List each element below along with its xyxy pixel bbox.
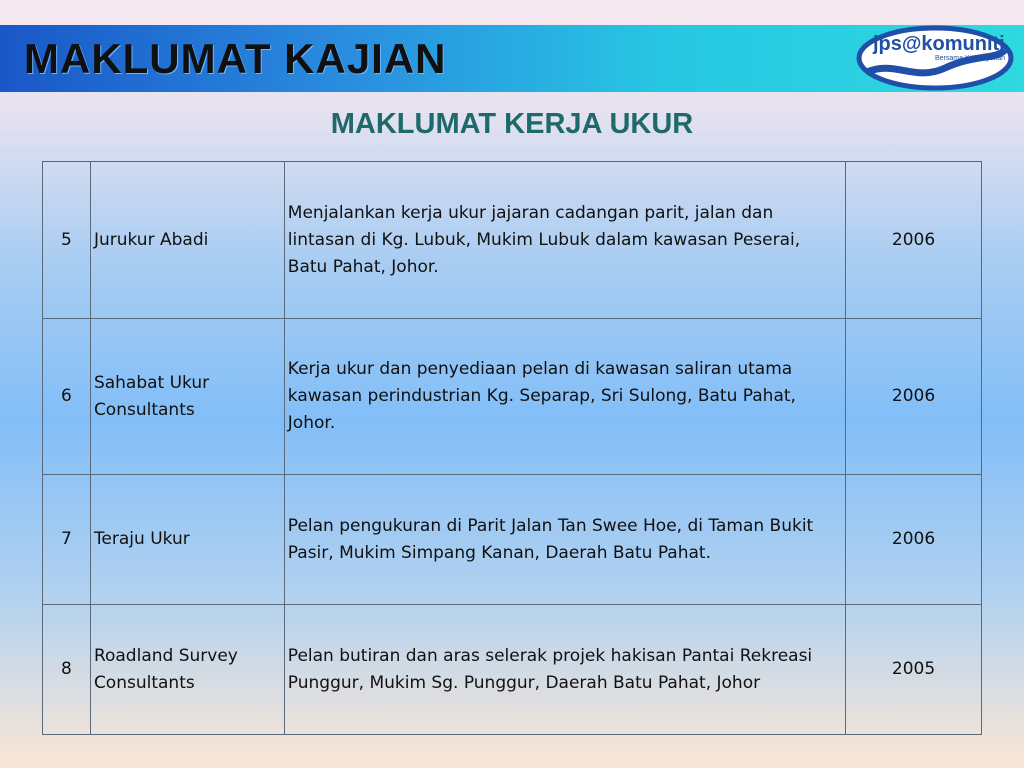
- firm-name: Jurukur Abadi: [90, 162, 284, 319]
- firm-name: Roadland Survey Consultants: [90, 605, 284, 735]
- year: 2006: [846, 162, 982, 319]
- logo-tagline: Bersama Kita Jayakan: [935, 55, 1006, 62]
- year: 2006: [846, 475, 982, 605]
- table-row: [43, 162, 982, 319]
- jps-komuniti-logo: [855, 20, 1015, 92]
- table-row: [43, 475, 982, 605]
- firm-name: Sahabat Ukur Consultants: [90, 319, 284, 475]
- work-description: Pelan butiran dan aras selerak projek hakisan Pantai Rekreasi Punggur, Mukim Sg. Punggur, Daerah Batu Pahat, Johor: [284, 605, 845, 735]
- row-number: 5: [43, 162, 91, 319]
- survey-table: [42, 161, 982, 735]
- work-description: Pelan pengukuran di Parit Jalan Tan Swee Hoe, di Taman Bukit Pasir, Mukim Simpang Kanan, Daerah Batu Pahat.: [284, 475, 845, 605]
- work-description: Menjalankan kerja ukur jajaran cadangan parit, jalan dan lintasan di Kg. Lubuk, Mukim Lubuk dalam kawasan Peserai, Batu Pahat, Johor.: [284, 162, 845, 319]
- table-row: [43, 605, 982, 735]
- page-title: MAKLUMAT KAJIAN: [24, 35, 447, 82]
- section-subtitle: MAKLUMAT KERJA UKUR: [330, 108, 694, 140]
- year: 2006: [846, 319, 982, 475]
- logo-text: jps@komuniti: [873, 33, 1005, 55]
- row-number: 7: [43, 475, 91, 605]
- row-number: 8: [43, 605, 91, 735]
- year: 2005: [846, 605, 982, 735]
- work-description: Kerja ukur dan penyediaan pelan di kawasan saliran utama kawasan perindustrian Kg. Separap, Sri Sulong, Batu Pahat, Johor.: [284, 319, 845, 475]
- row-number: 6: [43, 319, 91, 475]
- firm-name: Teraju Ukur: [90, 475, 284, 605]
- table-row: [43, 319, 982, 475]
